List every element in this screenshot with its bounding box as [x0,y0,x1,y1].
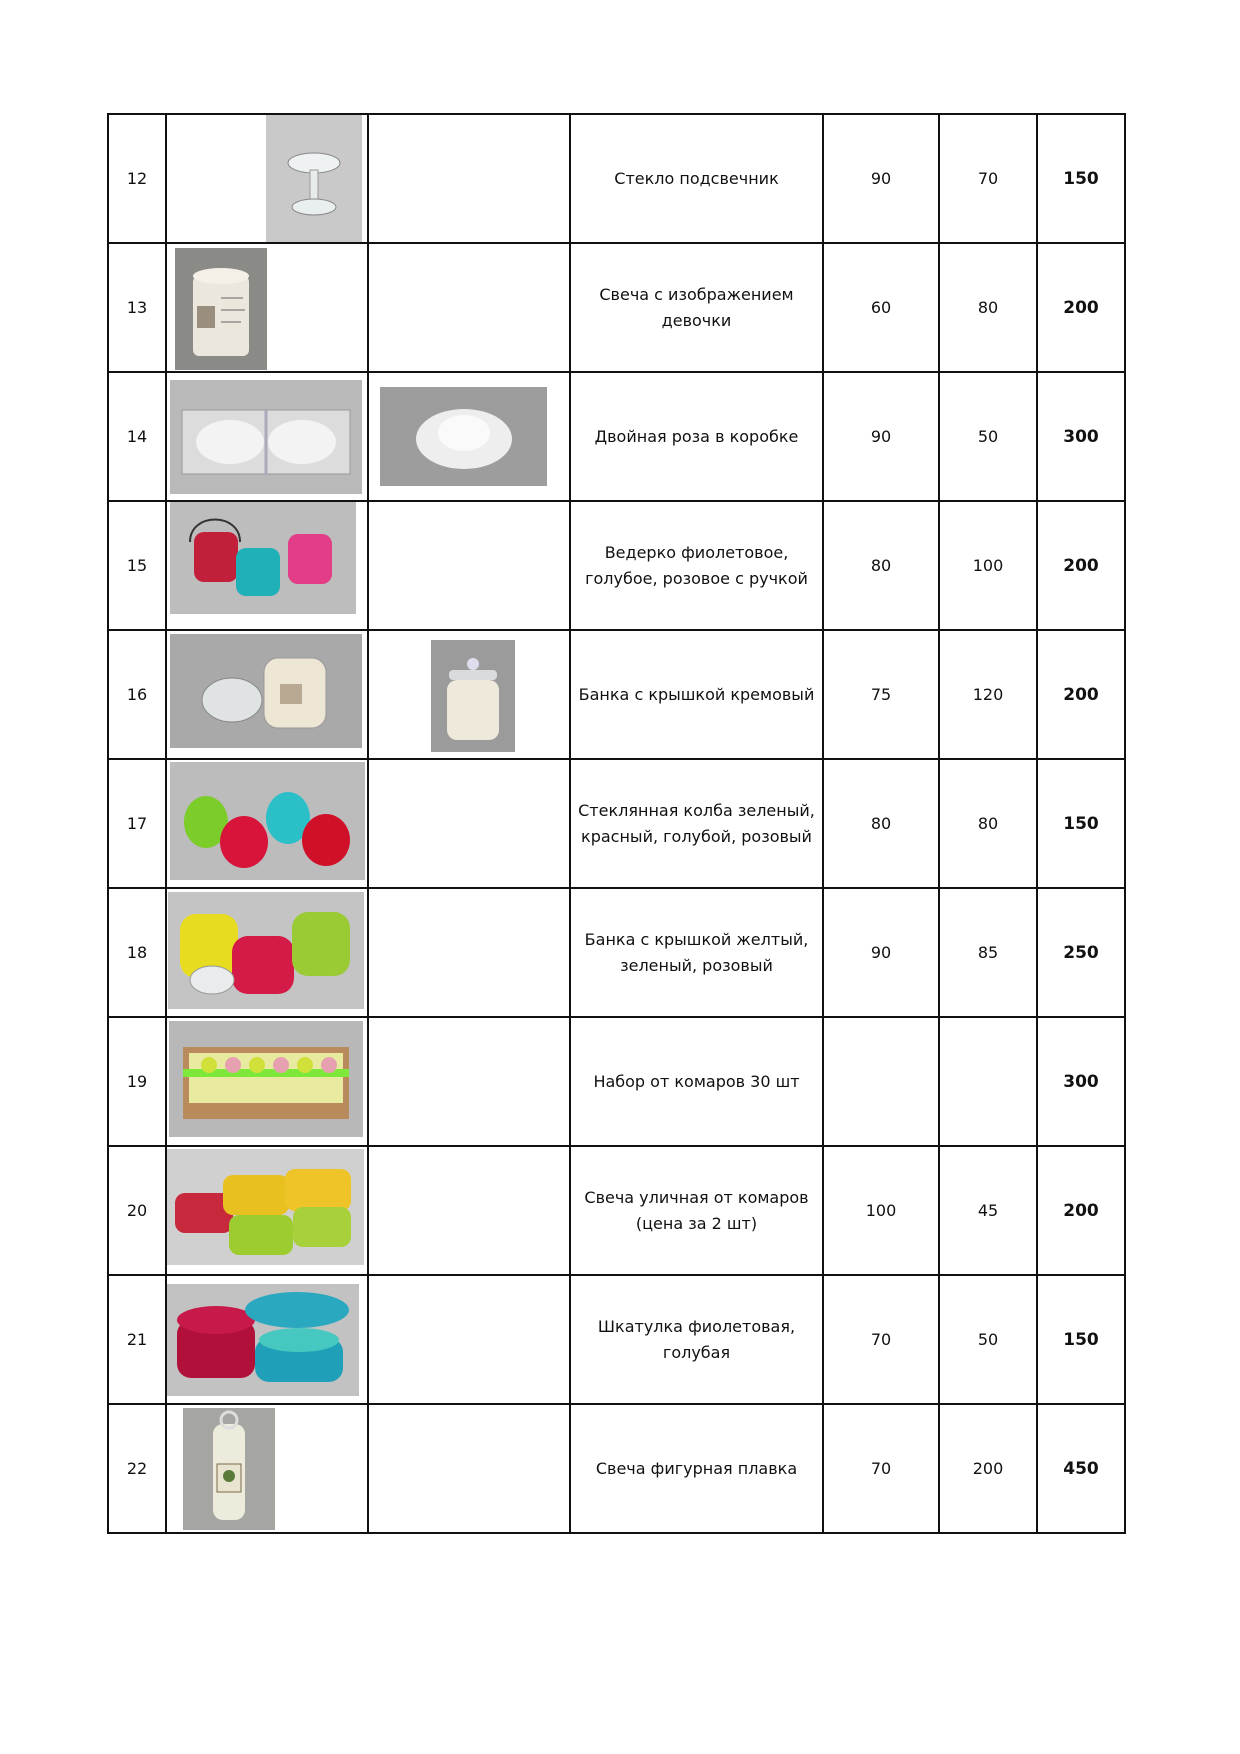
product-name: Двойная роза в коробке [570,372,823,501]
product-name: Свеча фигурная плавка [570,1404,823,1533]
table-row [108,1404,1125,1533]
row-number: 12 [108,114,166,243]
product-name: Ведерко фиолетовое, голубое, розовое с ручкой [570,501,823,630]
price: 150 [1037,1275,1125,1404]
glass-flask-candles-photo [170,762,365,880]
dimension-value-2: 85 [939,888,1037,1017]
dimension-value-1: 70 [823,1275,939,1404]
product-name: Набор от комаров 30 шт [570,1017,823,1146]
product-name: Банка с крышкой кремовый [570,630,823,759]
photo-cell-secondary [368,372,570,501]
dimension-value-1: 90 [823,372,939,501]
photo-cell [166,243,368,372]
row-number: 19 [108,1017,166,1146]
price: 300 [1037,1017,1125,1146]
photo-cell-secondary [368,1404,570,1533]
photo-cell [166,888,368,1017]
dimension-value-1: 80 [823,759,939,888]
price: 200 [1037,630,1125,759]
dimension-value-1: 100 [823,1146,939,1275]
table-row [108,1017,1125,1146]
table-row [108,501,1125,630]
bucket-candles-photo [170,502,356,614]
dimension-value-2: 80 [939,759,1037,888]
dimension-value-1: 75 [823,630,939,759]
price: 250 [1037,888,1125,1017]
white-rose-photo [380,387,547,486]
price: 200 [1037,243,1125,372]
dimension-value-2 [939,1017,1037,1146]
dimension-value-2: 200 [939,1404,1037,1533]
table-row [108,630,1125,759]
photo-cell [166,630,368,759]
row-number: 20 [108,1146,166,1275]
photo-cell-secondary [368,1275,570,1404]
photo-cell [166,501,368,630]
mosquito-set-photo [169,1021,363,1137]
dimension-value-2: 100 [939,501,1037,630]
price: 200 [1037,501,1125,630]
dimension-value-2: 70 [939,114,1037,243]
glass-candlestick-photo [266,115,362,242]
product-name: Свеча с изображением девочки [570,243,823,372]
table-row [108,114,1125,243]
photo-cell-secondary [368,243,570,372]
dimension-value-1 [823,1017,939,1146]
product-name: Свеча уличная от комаров (цена за 2 шт) [570,1146,823,1275]
dimension-value-2: 120 [939,630,1037,759]
photo-cell-secondary [368,888,570,1017]
price: 200 [1037,1146,1125,1275]
photo-cell [166,1017,368,1146]
table-row [108,243,1125,372]
dimension-value-1: 90 [823,888,939,1017]
photo-cell [166,1146,368,1275]
row-number: 18 [108,888,166,1017]
product-name: Стекло подсвечник [570,114,823,243]
product-name: Банка с крышкой желтый, зеленый, розовый [570,888,823,1017]
jewelry-box-photo [167,1284,359,1396]
double-rose-box-photo [170,380,362,494]
photo-cell-secondary [368,1146,570,1275]
photo-cell [166,1404,368,1533]
photo-cell-secondary [368,501,570,630]
row-number: 16 [108,630,166,759]
cream-jar-photo [170,634,362,748]
photo-cell [166,114,368,243]
price: 450 [1037,1404,1125,1533]
row-number: 21 [108,1275,166,1404]
product-name: Стеклянная колба зеленый, красный, голубой, розовый [570,759,823,888]
row-number: 22 [108,1404,166,1533]
dimension-value-2: 80 [939,243,1037,372]
figured-candle-photo [183,1408,275,1530]
dimension-value-2: 50 [939,1275,1037,1404]
price: 150 [1037,114,1125,243]
table-row [108,759,1125,888]
price: 150 [1037,759,1125,888]
table-row [108,372,1125,501]
photo-cell [166,759,368,888]
photo-cell-secondary [368,1017,570,1146]
price: 300 [1037,372,1125,501]
table-row [108,1275,1125,1404]
photo-cell [166,372,368,501]
photo-cell-secondary [368,759,570,888]
row-number: 14 [108,372,166,501]
dimension-value-1: 80 [823,501,939,630]
row-number: 15 [108,501,166,630]
dimension-value-2: 50 [939,372,1037,501]
outdoor-candles-photo [167,1149,364,1265]
product-name: Шкатулка фиолетовая, голубая [570,1275,823,1404]
dimension-value-1: 60 [823,243,939,372]
girl-candle-photo [175,248,267,370]
photo-cell [166,1275,368,1404]
photo-cell-secondary [368,114,570,243]
cream-jar-closed-photo [431,640,515,752]
dimension-value-1: 70 [823,1404,939,1533]
photo-cell-secondary [368,630,570,759]
table-row [108,1146,1125,1275]
product-table [107,113,1126,1534]
table-row [108,888,1125,1017]
dimension-value-1: 90 [823,114,939,243]
row-number: 13 [108,243,166,372]
jar-candles-colored-photo [168,892,364,1009]
dimension-value-2: 45 [939,1146,1037,1275]
product-table-container [107,113,1126,1534]
row-number: 17 [108,759,166,888]
